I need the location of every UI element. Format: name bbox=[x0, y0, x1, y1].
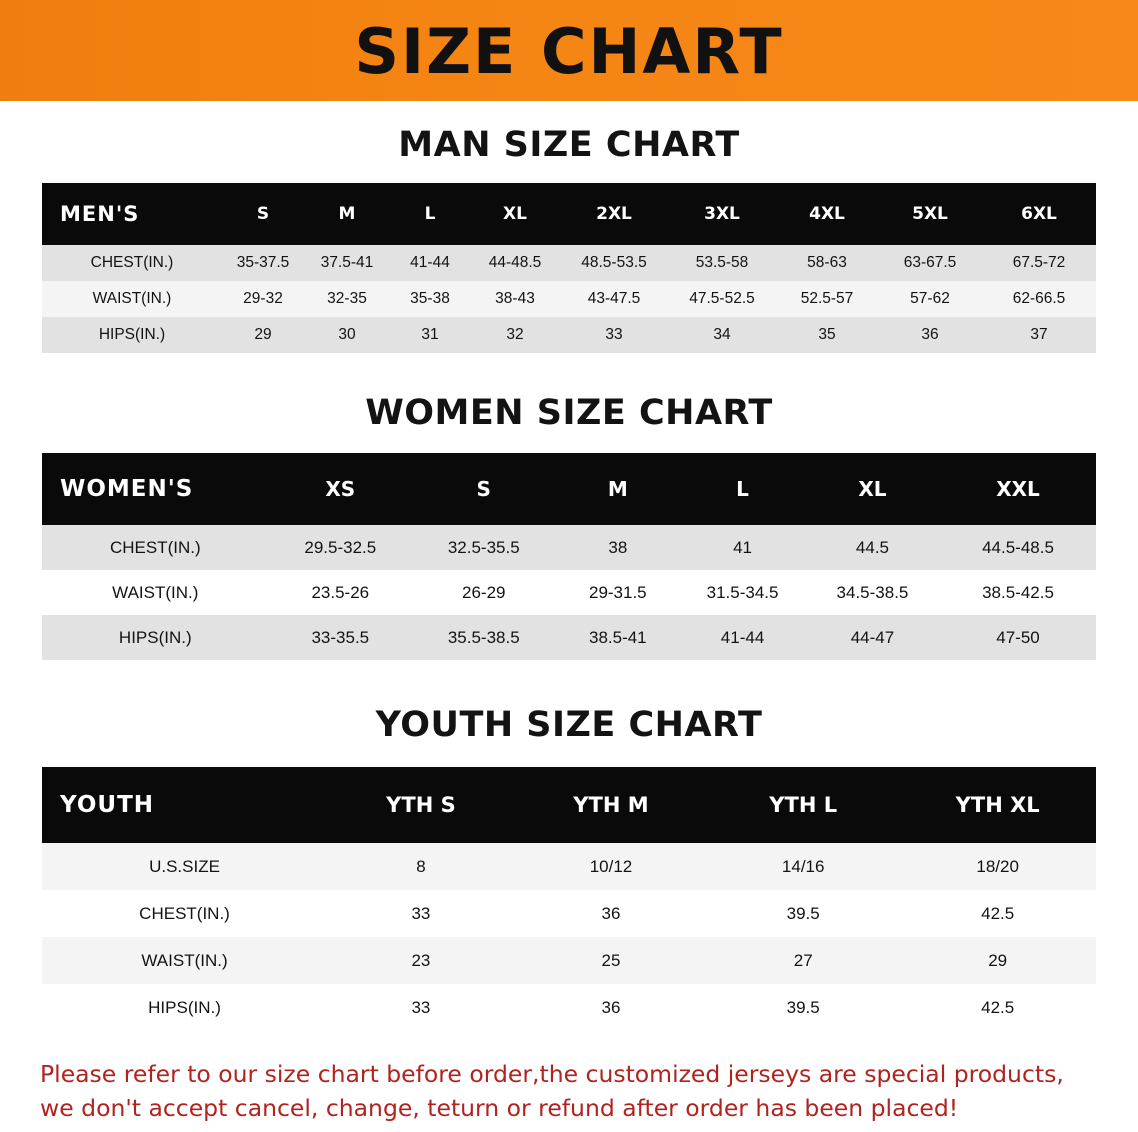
table-row bbox=[42, 615, 1096, 660]
cell: 37.5-41 bbox=[304, 245, 390, 281]
cell: 30 bbox=[304, 317, 390, 353]
man-section-heading: MAN SIZE CHART bbox=[398, 125, 740, 165]
table-row bbox=[42, 281, 1096, 317]
table-row bbox=[42, 937, 1096, 984]
cell: 32 bbox=[470, 317, 560, 353]
col-header-l: L bbox=[390, 183, 470, 245]
cell: 58-63 bbox=[776, 245, 878, 281]
col-header-mens: MEN'S bbox=[42, 183, 222, 245]
cell: 63-67.5 bbox=[878, 245, 982, 281]
cell: 14/16 bbox=[707, 843, 899, 890]
col-header-3xl: 3XL bbox=[668, 183, 776, 245]
cell: 35-38 bbox=[390, 281, 470, 317]
youth-table-wrapper bbox=[0, 767, 1138, 1031]
cell: 41 bbox=[680, 525, 805, 570]
cell: 31.5-34.5 bbox=[680, 570, 805, 615]
cell: 32.5-35.5 bbox=[412, 525, 555, 570]
cell: 39.5 bbox=[707, 890, 899, 937]
cell: 38 bbox=[555, 525, 680, 570]
cell: 47-50 bbox=[940, 615, 1096, 660]
table-row bbox=[42, 843, 1096, 890]
man-size-table bbox=[42, 183, 1096, 353]
cell: 34 bbox=[668, 317, 776, 353]
row-label-waist: WAIST(IN.) bbox=[42, 570, 269, 615]
col-header-xs: XS bbox=[269, 453, 412, 525]
cell: 39.5 bbox=[707, 984, 899, 1031]
row-label-hips: HIPS(IN.) bbox=[42, 984, 327, 1031]
cell: 34.5-38.5 bbox=[805, 570, 940, 615]
cell: 33-35.5 bbox=[269, 615, 412, 660]
col-header-l: L bbox=[680, 453, 805, 525]
cell: 32-35 bbox=[304, 281, 390, 317]
cell: 31 bbox=[390, 317, 470, 353]
col-header-2xl: 2XL bbox=[560, 183, 668, 245]
cell: 53.5-58 bbox=[668, 245, 776, 281]
col-header-yth-s: YTH S bbox=[327, 767, 515, 843]
policy-note bbox=[40, 1057, 1098, 1125]
col-header-4xl: 4XL bbox=[776, 183, 878, 245]
cell: 44.5-48.5 bbox=[940, 525, 1096, 570]
cell: 48.5-53.5 bbox=[560, 245, 668, 281]
row-label-hips: HIPS(IN.) bbox=[42, 615, 269, 660]
cell: 29.5-32.5 bbox=[269, 525, 412, 570]
table-header-row bbox=[42, 183, 1096, 245]
cell: 23.5-26 bbox=[269, 570, 412, 615]
col-header-xl: XL bbox=[805, 453, 940, 525]
cell: 25 bbox=[515, 937, 707, 984]
col-header-m: M bbox=[304, 183, 390, 245]
col-header-s: S bbox=[222, 183, 304, 245]
cell: 33 bbox=[327, 890, 515, 937]
col-header-womens: WOMEN'S bbox=[42, 453, 269, 525]
col-header-xxl: XXL bbox=[940, 453, 1096, 525]
man-table-wrapper bbox=[0, 183, 1138, 353]
cell: 43-47.5 bbox=[560, 281, 668, 317]
cell: 38-43 bbox=[470, 281, 560, 317]
cell: 44-47 bbox=[805, 615, 940, 660]
women-size-table bbox=[42, 453, 1096, 660]
cell: 44.5 bbox=[805, 525, 940, 570]
cell: 38.5-42.5 bbox=[940, 570, 1096, 615]
cell: 42.5 bbox=[899, 890, 1096, 937]
table-row bbox=[42, 890, 1096, 937]
col-header-m: M bbox=[555, 453, 680, 525]
cell: 10/12 bbox=[515, 843, 707, 890]
cell: 23 bbox=[327, 937, 515, 984]
cell: 29-31.5 bbox=[555, 570, 680, 615]
table-row bbox=[42, 317, 1096, 353]
cell: 44-48.5 bbox=[470, 245, 560, 281]
cell: 35 bbox=[776, 317, 878, 353]
row-label-chest: CHEST(IN.) bbox=[42, 890, 327, 937]
cell: 41-44 bbox=[390, 245, 470, 281]
cell: 41-44 bbox=[680, 615, 805, 660]
row-label-waist: WAIST(IN.) bbox=[42, 937, 327, 984]
cell: 36 bbox=[878, 317, 982, 353]
cell: 62-66.5 bbox=[982, 281, 1096, 317]
cell: 27 bbox=[707, 937, 899, 984]
table-row bbox=[42, 245, 1096, 281]
col-header-yth-xl: YTH XL bbox=[899, 767, 1096, 843]
cell: 35.5-38.5 bbox=[412, 615, 555, 660]
youth-section-heading: YOUTH SIZE CHART bbox=[375, 705, 763, 745]
cell: 52.5-57 bbox=[776, 281, 878, 317]
cell: 67.5-72 bbox=[982, 245, 1096, 281]
cell: 29-32 bbox=[222, 281, 304, 317]
women-table-wrapper bbox=[0, 453, 1138, 660]
table-row bbox=[42, 570, 1096, 615]
cell: 38.5-41 bbox=[555, 615, 680, 660]
policy-note-line-1: Please refer to our size chart before order,the customized jerseys are special products, bbox=[40, 1060, 1064, 1088]
page-title: SIZE CHART bbox=[354, 14, 784, 88]
cell: 42.5 bbox=[899, 984, 1096, 1031]
cell: 33 bbox=[560, 317, 668, 353]
policy-note-line-2: we don't accept cancel, change, teturn or refund after order has been placed! bbox=[40, 1094, 959, 1123]
col-header-yth-l: YTH L bbox=[707, 767, 899, 843]
table-row bbox=[42, 525, 1096, 570]
cell: 8 bbox=[327, 843, 515, 890]
cell: 29 bbox=[222, 317, 304, 353]
row-label-hips: HIPS(IN.) bbox=[42, 317, 222, 353]
col-header-youth: YOUTH bbox=[42, 767, 327, 843]
row-label-us-size: U.S.SIZE bbox=[42, 843, 327, 890]
cell: 26-29 bbox=[412, 570, 555, 615]
cell: 36 bbox=[515, 984, 707, 1031]
cell: 36 bbox=[515, 890, 707, 937]
cell: 47.5-52.5 bbox=[668, 281, 776, 317]
cell: 18/20 bbox=[899, 843, 1096, 890]
page-banner bbox=[0, 0, 1138, 101]
col-header-6xl: 6XL bbox=[982, 183, 1096, 245]
cell: 37 bbox=[982, 317, 1096, 353]
row-label-chest: CHEST(IN.) bbox=[42, 525, 269, 570]
women-section-heading: WOMEN SIZE CHART bbox=[365, 393, 773, 433]
col-header-s: S bbox=[412, 453, 555, 525]
youth-size-table bbox=[42, 767, 1096, 1031]
cell: 33 bbox=[327, 984, 515, 1031]
row-label-chest: CHEST(IN.) bbox=[42, 245, 222, 281]
col-header-xl: XL bbox=[470, 183, 560, 245]
table-header-row bbox=[42, 453, 1096, 525]
col-header-yth-m: YTH M bbox=[515, 767, 707, 843]
row-label-waist: WAIST(IN.) bbox=[42, 281, 222, 317]
col-header-5xl: 5XL bbox=[878, 183, 982, 245]
cell: 35-37.5 bbox=[222, 245, 304, 281]
cell: 57-62 bbox=[878, 281, 982, 317]
cell: 29 bbox=[899, 937, 1096, 984]
table-row bbox=[42, 984, 1096, 1031]
table-header-row bbox=[42, 767, 1096, 843]
